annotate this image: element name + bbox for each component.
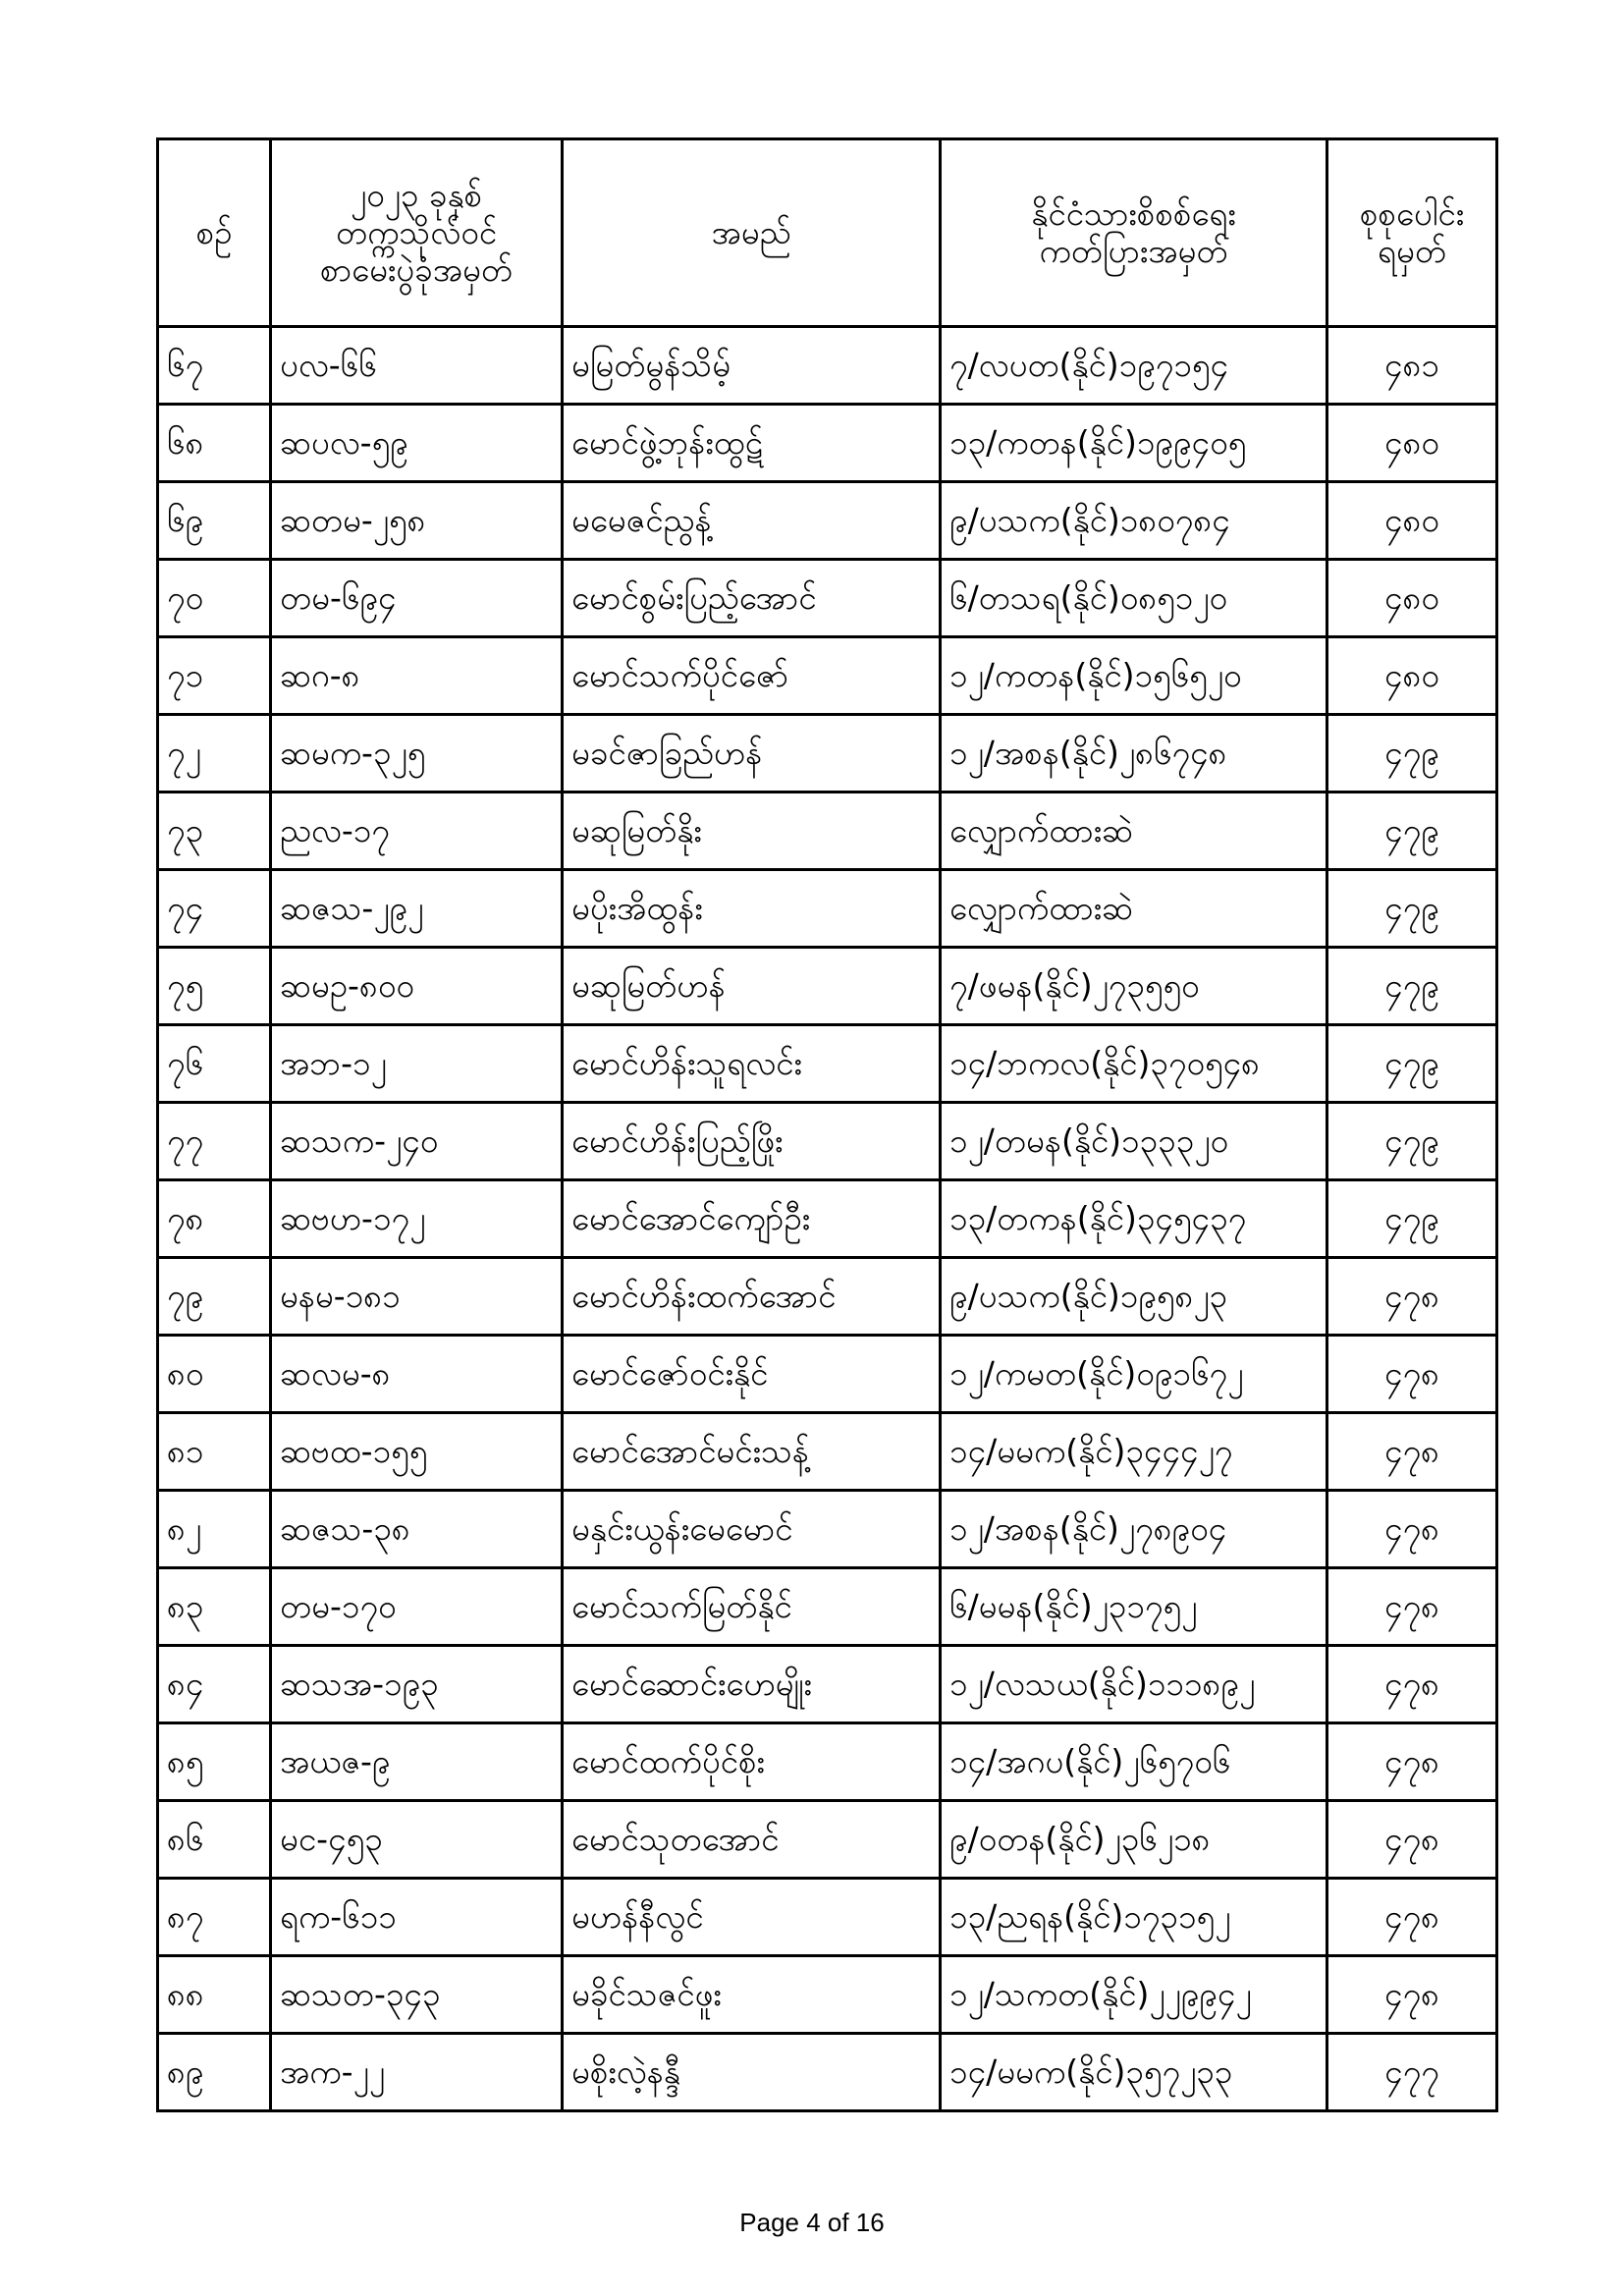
table-row (158, 405, 1497, 482)
table-row (158, 1103, 1497, 1180)
cell-total-mark: ၄၇၇ (1327, 2034, 1497, 2111)
cell-nrc: ၁၄/ဘကလ(နိုင်)၃၇၀၅၄၈ (941, 1025, 1327, 1103)
cell-name: မောင်ထက်ပိုင်စိုး (563, 1723, 941, 1801)
cell-serial-no: ၇၅ (158, 948, 271, 1025)
cell-name: မဆုမြတ်ဟန် (563, 948, 941, 1025)
cell-name: မဆုမြတ်နိုး (563, 793, 941, 870)
cell-total-mark: ၄၇၈ (1327, 1646, 1497, 1723)
table-row (158, 1568, 1497, 1646)
cell-roll-number: ဆဂ-၈ (271, 637, 563, 715)
cell-nrc: လျှောက်ထားဆဲ (941, 870, 1327, 948)
cell-nrc: ၆/မမန(နိုင်)၂၃၁၇၅၂ (941, 1568, 1327, 1646)
cell-total-mark: ၄၇၈ (1327, 1801, 1497, 1879)
table-row (158, 560, 1497, 637)
cell-roll-number: ဆဇသ-၃၈ (271, 1491, 563, 1568)
cell-name: မောင်အောင်ကျော်ဦး (563, 1180, 941, 1258)
table-row (158, 1646, 1497, 1723)
table-row (158, 2034, 1497, 2111)
cell-nrc: ၇/ဖမန(နိုင်)၂၇၃၅၅၀ (941, 948, 1327, 1025)
cell-total-mark: ၄၇၉ (1327, 793, 1497, 870)
cell-serial-no: ၇၈ (158, 1180, 271, 1258)
header-nrc-line: နိုင်ငံသားစိစစ်ရေး (1031, 194, 1236, 234)
cell-serial-no: ၇၄ (158, 870, 271, 948)
cell-name: မခင်ဇာခြည်ဟန် (563, 715, 941, 793)
cell-roll-number: အဘ-၁၂ (271, 1025, 563, 1103)
cell-roll-number: ဆလမ-၈ (271, 1336, 563, 1413)
cell-serial-no: ၇၀ (158, 560, 271, 637)
cell-name: မောင်ဖွဲ့ဘုန်းထွဋ် (563, 405, 941, 482)
table-row (158, 715, 1497, 793)
cell-serial-no: ၈၅ (158, 1723, 271, 1801)
cell-roll-number: ဆသတ-၃၄၃ (271, 1956, 563, 2034)
cell-total-mark: ၄၇၉ (1327, 948, 1497, 1025)
cell-name: မောင်သက်မြတ်နိုင် (563, 1568, 941, 1646)
cell-name: မမြတ်မွန်သိမ့် (563, 327, 941, 405)
cell-serial-no: ၆၈ (158, 405, 271, 482)
cell-name: မောင်စွမ်းပြည့်အောင် (563, 560, 941, 637)
cell-nrc: ၁၂/ကမတ(နိုင်)၀၉၁၆၇၂ (941, 1336, 1327, 1413)
header-total-line: စုစုပေါင်း (1359, 194, 1465, 234)
cell-roll-number: တမ-၆၉၄ (271, 560, 563, 637)
cell-name: မောင်အောင်မင်းသန့် (563, 1413, 941, 1491)
cell-roll-number: အယဇ-၉ (271, 1723, 563, 1801)
cell-roll-number: ဆမဥ-၈၀၀ (271, 948, 563, 1025)
cell-name: မမေဇင်ညွန့် (563, 482, 941, 560)
cell-name: မပိုးအိထွန်း (563, 870, 941, 948)
table-row (158, 1956, 1497, 2034)
cell-serial-no: ၈၈ (158, 1956, 271, 2034)
cell-total-mark: ၄၈၀ (1327, 482, 1497, 560)
cell-roll-number: ဆသက-၂၄၀ (271, 1103, 563, 1180)
cell-roll-number: ဆဗထ-၁၅၅ (271, 1413, 563, 1491)
cell-total-mark: ၄၇၈ (1327, 1336, 1497, 1413)
cell-name: မောင်ဟိန်းပြည့်ဖြိုး (563, 1103, 941, 1180)
table-row (158, 327, 1497, 405)
table-row (158, 637, 1497, 715)
cell-nrc: ၁၃/ညရန(နိုင်)၁၇၃၁၅၂ (941, 1879, 1327, 1956)
cell-nrc: ၉/ပသက(နိုင်)၁၈၀၇၈၄ (941, 482, 1327, 560)
cell-total-mark: ၄၇၈ (1327, 1723, 1497, 1801)
cell-nrc: ၁၂/သကတ(နိုင်)၂၂၉၉၄၂ (941, 1956, 1327, 2034)
cell-nrc: ၉/ပသက(နိုင်)၁၉၅၈၂၃ (941, 1258, 1327, 1336)
cell-nrc: ၁၂/အစန(နိုင်)၂၈၆၇၄၈ (941, 715, 1327, 793)
cell-name: မောင်ဟိန်းထက်အောင် (563, 1258, 941, 1336)
cell-total-mark: ၄၈၀ (1327, 405, 1497, 482)
header-roll-number (271, 139, 563, 327)
cell-nrc: ၁၃/ကတန(နိုင်)၁၉၉၄၀၅ (941, 405, 1327, 482)
table-row (158, 1025, 1497, 1103)
header-total-mark (1327, 139, 1497, 327)
cell-name: မောင်သက်ပိုင်ဇော် (563, 637, 941, 715)
cell-total-mark: ၄၇၈ (1327, 1956, 1497, 2034)
cell-roll-number: ဆဇသ-၂၉၂ (271, 870, 563, 948)
cell-roll-number: ဆဗဟ-၁၇၂ (271, 1180, 563, 1258)
cell-serial-no: ၈၉ (158, 2034, 271, 2111)
cell-total-mark: ၄၇၉ (1327, 870, 1497, 948)
cell-serial-no: ၈၇ (158, 1879, 271, 1956)
cell-name: မောင်ဆောင်းဟေမျိုး (563, 1646, 941, 1723)
cell-total-mark: ၄၇၈ (1327, 1879, 1497, 1956)
cell-serial-no: ၈၄ (158, 1646, 271, 1723)
cell-serial-no: ၈၃ (158, 1568, 271, 1646)
header-total-line: ရမှတ် (1378, 232, 1446, 270)
cell-roll-number: မင-၄၅၃ (271, 1801, 563, 1879)
cell-roll-number: အက-၂၂ (271, 2034, 563, 2111)
cell-serial-no: ၇၂ (158, 715, 271, 793)
cell-total-mark: ၄၇၈ (1327, 1491, 1497, 1568)
cell-name: မောင်သုတအောင် (563, 1801, 941, 1879)
cell-total-mark: ၄၇၉ (1327, 1103, 1497, 1180)
cell-serial-no: ၇၉ (158, 1258, 271, 1336)
table-row (158, 482, 1497, 560)
cell-nrc: လျှောက်ထားဆဲ (941, 793, 1327, 870)
header-roll-line: တက္ကသိုလ်ဝင် (335, 213, 498, 252)
cell-name: မဟန်နီလွင် (563, 1879, 941, 1956)
cell-total-mark: ၄၇၈ (1327, 1258, 1497, 1336)
cell-roll-number: ရက-၆၁၁ (271, 1879, 563, 1956)
cell-name: မစိုးလဲ့နန္ဒီ (563, 2034, 941, 2111)
page-footer: Page 4 of 16 (739, 2208, 885, 2237)
cell-total-mark: ၄၇၈ (1327, 1413, 1497, 1491)
cell-roll-number: မနမ-၁၈၁ (271, 1258, 563, 1336)
cell-nrc: ၁၂/လသယ(နိုင်)၁၁၁၈၉၂ (941, 1646, 1327, 1723)
cell-serial-no: ၈၆ (158, 1801, 271, 1879)
cell-name: မောင်ဟိန်းသူရလင်း (563, 1025, 941, 1103)
header-nrc (941, 139, 1327, 327)
cell-roll-number: တမ-၁၇၀ (271, 1568, 563, 1646)
cell-total-mark: ၄၈၁ (1327, 327, 1497, 405)
cell-serial-no: ၈၂ (158, 1491, 271, 1568)
cell-nrc: ၁၃/တကန(နိုင်)၃၄၅၄၃၇ (941, 1180, 1327, 1258)
cell-nrc: ၁၄/မမက(နိုင်)၃၅၇၂၃၃ (941, 2034, 1327, 2111)
cell-nrc: ၁၄/မမက(နိုင်)၃၄၄၄၂၇ (941, 1413, 1327, 1491)
cell-roll-number: ဆတမ-၂၅၈ (271, 482, 563, 560)
table-row (158, 1723, 1497, 1801)
cell-roll-number: ဆမက-၃၂၅ (271, 715, 563, 793)
cell-roll-number: ဆပလ-၅၉ (271, 405, 563, 482)
cell-nrc: ၉/ဝတန(နိုင်)၂၃၆၂၁၈ (941, 1801, 1327, 1879)
cell-nrc: ၁၂/ကတန(နိုင်)၁၅၆၅၂၀ (941, 637, 1327, 715)
cell-serial-no: ၆၉ (158, 482, 271, 560)
cell-nrc: ၁၄/အဂပ(နိုင်)၂၆၅၇၀၆ (941, 1723, 1327, 1801)
cell-total-mark: ၄၇၉ (1327, 715, 1497, 793)
cell-nrc: ၁၂/တမန(နိုင်)၁၃၃၃၂၀ (941, 1103, 1327, 1180)
cell-roll-number: ဆသအ-၁၉၃ (271, 1646, 563, 1723)
table-row (158, 793, 1497, 870)
cell-total-mark: ၄၈၀ (1327, 637, 1497, 715)
header-roll-line: ၂၀၂၃ ခုနှစ် (350, 176, 483, 215)
cell-serial-no: ၇၃ (158, 793, 271, 870)
cell-name: မောင်ဇော်ဝင်းနိုင် (563, 1336, 941, 1413)
cell-serial-no: ၈၁ (158, 1413, 271, 1491)
cell-roll-number: ညလ-၁၇ (271, 793, 563, 870)
cell-nrc: ၇/လပတ(နိုင်)၁၉၇၁၅၄ (941, 327, 1327, 405)
cell-total-mark: ၄၇၉ (1327, 1025, 1497, 1103)
table-row (158, 1491, 1497, 1568)
cell-total-mark: ၄၇၈ (1327, 1568, 1497, 1646)
cell-name: မနှင်းယွန်းမေမောင် (563, 1491, 941, 1568)
table-row (158, 1879, 1497, 1956)
cell-total-mark: ၄၇၉ (1327, 1180, 1497, 1258)
cell-serial-no: ၇၁ (158, 637, 271, 715)
table-row (158, 1258, 1497, 1336)
table-row (158, 948, 1497, 1025)
table-row (158, 1413, 1497, 1491)
header-nrc-line: ကတ်ပြားအမှတ် (1039, 232, 1228, 270)
table-row (158, 1180, 1497, 1258)
cell-serial-no: ၆၇ (158, 327, 271, 405)
cell-name: မခိုင်သဇင်ဖူး (563, 1956, 941, 2034)
cell-total-mark: ၄၈၀ (1327, 560, 1497, 637)
header-roll-line: စာမေးပွဲခုံအမှတ် (320, 249, 513, 289)
results-table (156, 137, 1498, 2112)
cell-roll-number: ပလ-၆၆ (271, 327, 563, 405)
cell-serial-no: ၇၆ (158, 1025, 271, 1103)
header-name: အမည် (563, 139, 941, 327)
cell-nrc: ၁၂/အစန(နိုင်)၂၇၈၉၀၄ (941, 1491, 1327, 1568)
cell-nrc: ၆/တသရ(နိုင်)၀၈၅၁၂၀ (941, 560, 1327, 637)
table-row (158, 1801, 1497, 1879)
table-header-row (158, 139, 1497, 327)
table-row (158, 1336, 1497, 1413)
table-row (158, 870, 1497, 948)
cell-serial-no: ၇၇ (158, 1103, 271, 1180)
header-no: စဉ် (158, 139, 271, 327)
cell-serial-no: ၈၀ (158, 1336, 271, 1413)
table-body (158, 327, 1497, 2111)
